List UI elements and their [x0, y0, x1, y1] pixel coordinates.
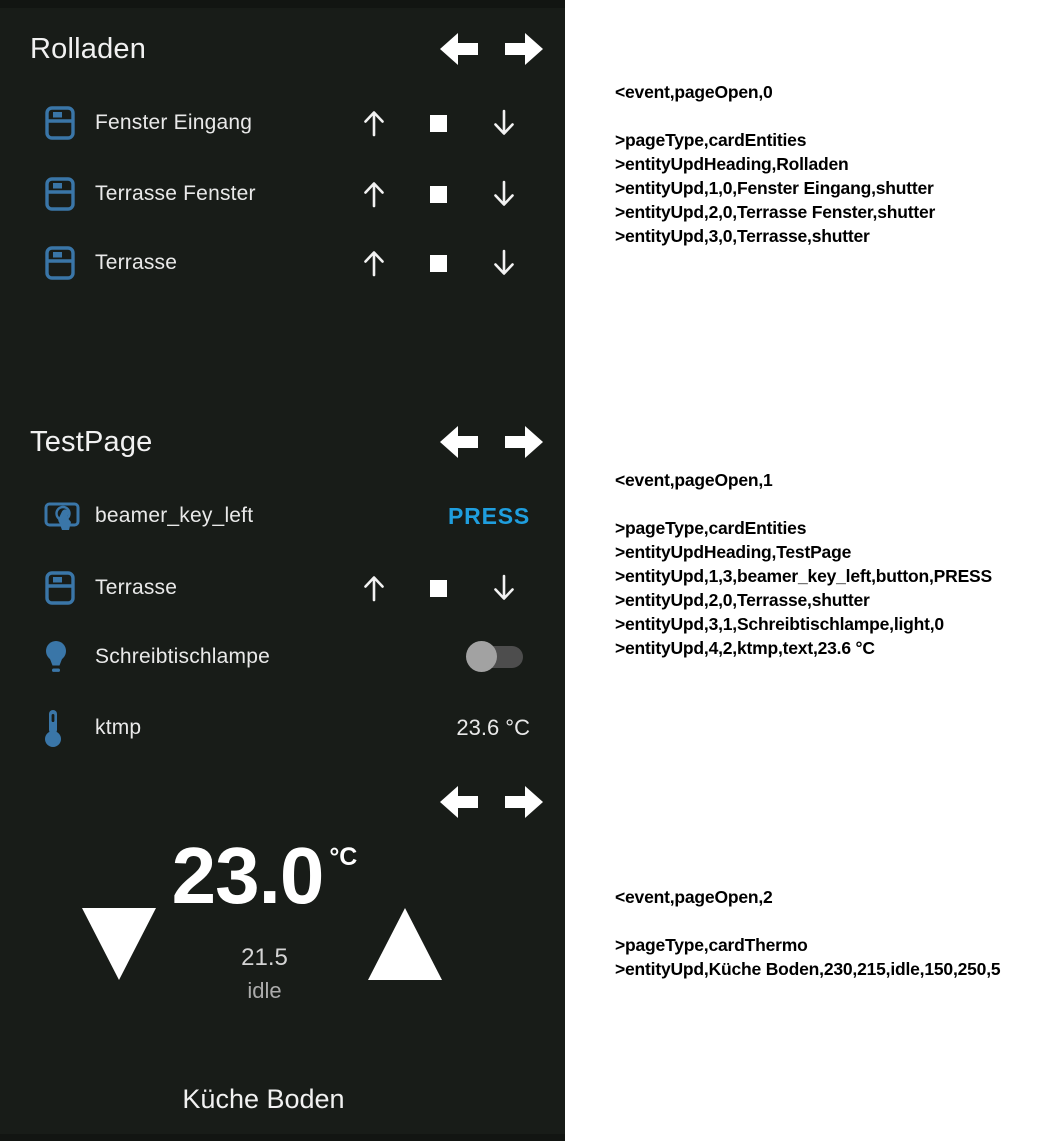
protocol-line: >pageType,cardEntities	[615, 130, 807, 150]
arrow-left-icon	[440, 806, 478, 823]
page-prev-button[interactable]	[440, 785, 478, 819]
entity-label: Terrasse	[95, 576, 178, 599]
page-next-button[interactable]	[505, 785, 543, 819]
shutter-down-button[interactable]	[491, 180, 517, 208]
protocol-line: >entityUpd,2,0,Terrasse Fenster,shutter	[615, 202, 936, 222]
shutter-icon	[44, 106, 82, 140]
page-title-rolladen: Rolladen	[30, 33, 147, 65]
arrow-left-icon	[440, 53, 478, 70]
temperature-unit: °C	[329, 843, 358, 871]
entity-row-ktmp	[30, 705, 545, 751]
sensor-value: 23.6 °C	[456, 715, 530, 740]
page-prev-button[interactable]	[440, 32, 478, 66]
page-next-button[interactable]	[505, 425, 543, 459]
protocol-line: >pageType,cardThermo	[615, 935, 808, 955]
protocol-event-line: <event,pageOpen,1	[615, 470, 773, 490]
shutter-stop-button[interactable]	[429, 185, 447, 203]
protocol-line: >pageType,cardEntities	[615, 518, 807, 538]
shutter-up-button[interactable]	[361, 574, 387, 602]
light-toggle-off[interactable]	[466, 641, 523, 673]
entity-row-terrasse	[30, 565, 545, 611]
shutter-icon	[44, 177, 82, 211]
lightbulb-icon	[44, 640, 82, 674]
thermostat-title: Küche Boden	[182, 1084, 345, 1114]
page-prev-button[interactable]	[440, 425, 478, 459]
hvac-state: idle	[247, 978, 282, 1003]
protocol-block-page1	[615, 468, 1040, 660]
entity-row-schreibtischlampe	[30, 634, 545, 680]
shutter-stop-button[interactable]	[429, 579, 447, 597]
protocol-block-page2	[615, 885, 1040, 981]
protocol-line: >entityUpdHeading,Rolladen	[615, 154, 849, 174]
page-title-testpage: TestPage	[30, 426, 153, 458]
arrow-right-icon	[505, 446, 543, 463]
shutter-down-button[interactable]	[491, 249, 517, 277]
stop-icon	[430, 255, 447, 272]
protocol-line: >entityUpd,4,2,ktmp,text,23.6 °C	[615, 638, 875, 658]
protocol-line: >entityUpd,3,1,Schreibtischlampe,light,0	[615, 614, 944, 634]
arrow-right-icon	[505, 53, 543, 70]
gesture-tap-button-icon	[44, 500, 82, 532]
shutter-stop-button[interactable]	[429, 254, 447, 272]
shutter-icon	[44, 246, 82, 280]
entity-row-terrasse-fenster	[30, 171, 545, 217]
protocol-line: >entityUpd,2,0,Terrasse,shutter	[615, 590, 870, 610]
shutter-icon	[44, 571, 82, 605]
shutter-down-button[interactable]	[491, 109, 517, 137]
entity-label: Fenster Eingang	[95, 111, 253, 134]
entity-row-beamer-key-left	[30, 493, 545, 539]
stop-icon	[430, 115, 447, 132]
entity-label: Schreibtischlampe	[95, 645, 270, 668]
protocol-event-line: <event,pageOpen,2	[615, 887, 773, 907]
page-next-button[interactable]	[505, 32, 543, 66]
entity-row-fenster-eingang	[30, 100, 545, 146]
protocol-line: >entityUpd,1,0,Fenster Eingang,shutter	[615, 178, 934, 198]
protocol-line: >entityUpd,Küche Boden,230,215,idle,150,250,5	[615, 959, 1001, 979]
entity-label: beamer_key_left	[95, 504, 254, 527]
shutter-up-button[interactable]	[361, 249, 387, 277]
target-temperature: 21.5	[241, 944, 288, 971]
toggle-knob	[466, 641, 497, 672]
thermometer-icon	[44, 708, 82, 748]
shutter-stop-button[interactable]	[429, 114, 447, 132]
protocol-event-line: <event,pageOpen,0	[615, 82, 773, 102]
shutter-up-button[interactable]	[361, 180, 387, 208]
stop-icon	[430, 186, 447, 203]
current-temperature-value: 23.0	[171, 831, 324, 920]
arrow-right-icon	[505, 806, 543, 823]
current-temperature	[0, 831, 529, 920]
stop-icon	[430, 580, 447, 597]
entity-label: Terrasse Fenster	[95, 182, 256, 205]
entity-label: Terrasse	[95, 251, 178, 274]
arrow-left-icon	[440, 446, 478, 463]
press-button[interactable]: PRESS	[448, 502, 530, 529]
entity-label: ktmp	[95, 716, 142, 739]
protocol-line: >entityUpd,1,3,beamer_key_left,button,PRESS	[615, 566, 992, 586]
shutter-down-button[interactable]	[491, 574, 517, 602]
protocol-line: >entityUpd,3,0,Terrasse,shutter	[615, 226, 870, 246]
shutter-up-button[interactable]	[361, 109, 387, 137]
entity-row-terrasse	[30, 240, 545, 286]
protocol-block-page0	[615, 80, 1040, 248]
protocol-line: >entityUpdHeading,TestPage	[615, 542, 852, 562]
